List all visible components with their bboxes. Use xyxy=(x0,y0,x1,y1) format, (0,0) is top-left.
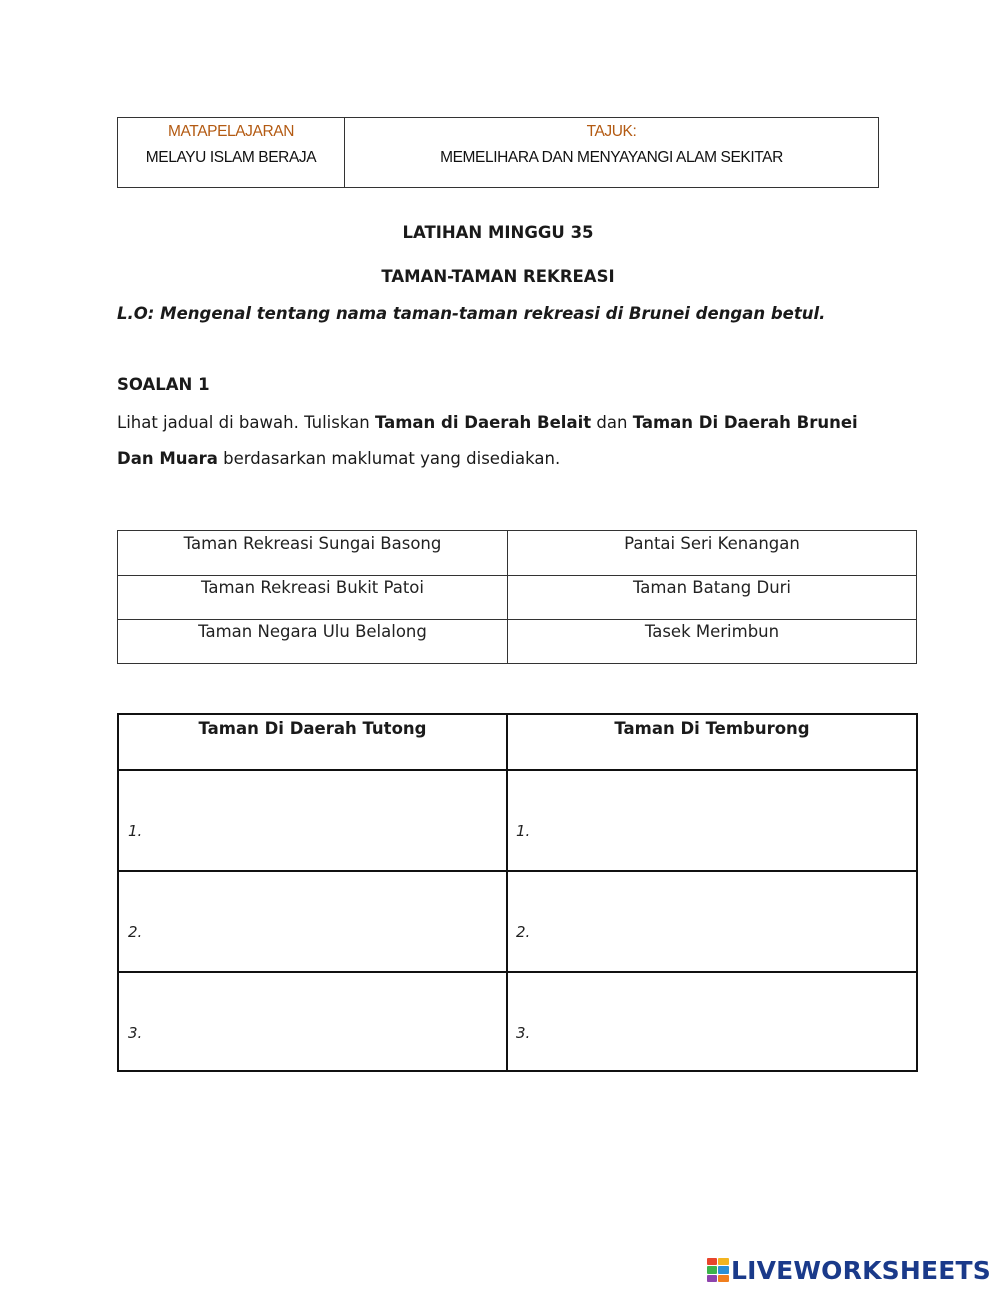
logo-block xyxy=(718,1266,729,1273)
logo-block xyxy=(718,1258,729,1265)
liveworksheets-logo[interactable] xyxy=(707,1254,991,1286)
row-divider xyxy=(119,769,916,771)
logo-block xyxy=(718,1275,729,1282)
row-divider xyxy=(119,870,916,872)
temburong-column-header: Taman Di Temburong xyxy=(614,719,810,738)
park-name-cell: Taman Rekreasi Sungai Basong xyxy=(183,534,442,553)
topic-label: TAJUK: xyxy=(586,123,637,140)
answer-number: 1. xyxy=(516,822,531,840)
answer-number: 2. xyxy=(516,923,531,941)
park-name-cell: Taman Negara Ulu Belalong xyxy=(198,622,427,641)
answer-table xyxy=(117,713,918,1072)
answer-number: 3. xyxy=(516,1024,531,1042)
logo-block xyxy=(707,1275,718,1282)
logo-block xyxy=(707,1258,718,1265)
park-names-table xyxy=(117,530,917,664)
subject-value: MELAYU ISLAM BERAJA xyxy=(145,149,317,166)
header-table xyxy=(117,117,879,188)
topic-value: MEMELIHARA DAN MENYAYANGI ALAM SEKITAR xyxy=(440,149,783,166)
row-divider xyxy=(119,971,916,973)
liveworksheets-logo-icon xyxy=(707,1258,729,1282)
instruction-text-2: dan xyxy=(591,413,633,432)
question-label: SOALAN 1 xyxy=(117,375,210,394)
answer-number: 1. xyxy=(128,822,143,840)
park-name-cell: Tasek Merimbun xyxy=(644,622,780,641)
park-name-cell: Taman Batang Duri xyxy=(632,578,792,597)
brand-name: LIVEWORKSHEETS xyxy=(730,1255,991,1285)
logo-block xyxy=(707,1266,718,1273)
topic-title: TAMAN-TAMAN REKREASI xyxy=(381,267,615,286)
question-instruction xyxy=(117,405,877,477)
subject-cell xyxy=(118,118,344,187)
tutong-column-header: Taman Di Daerah Tutong xyxy=(198,719,427,738)
park-name-cell: Pantai Seri Kenangan xyxy=(624,534,800,553)
instruction-text-1: Lihat jadual di bawah. Tuliskan xyxy=(117,413,375,432)
answer-number: 3. xyxy=(128,1024,143,1042)
answer-number: 2. xyxy=(128,923,143,941)
instruction-bold-bm: Taman Di Daerah Brunei Dan Muara xyxy=(117,413,858,468)
learning-objective: L.O: Mengenal tentang nama taman-taman rekreasi di Brunei dengan betul. xyxy=(117,304,826,323)
instruction-text-3: berdasarkan maklumat yang disediakan. xyxy=(217,449,561,468)
instruction-bold-belait: Taman di Daerah Belait xyxy=(374,413,592,432)
topic-cell xyxy=(345,118,878,187)
week-title: LATIHAN MINGGU 35 xyxy=(402,223,594,242)
subject-label: MATAPELAJARAN xyxy=(167,123,294,140)
park-name-cell: Taman Rekreasi Bukit Patoi xyxy=(201,578,424,597)
